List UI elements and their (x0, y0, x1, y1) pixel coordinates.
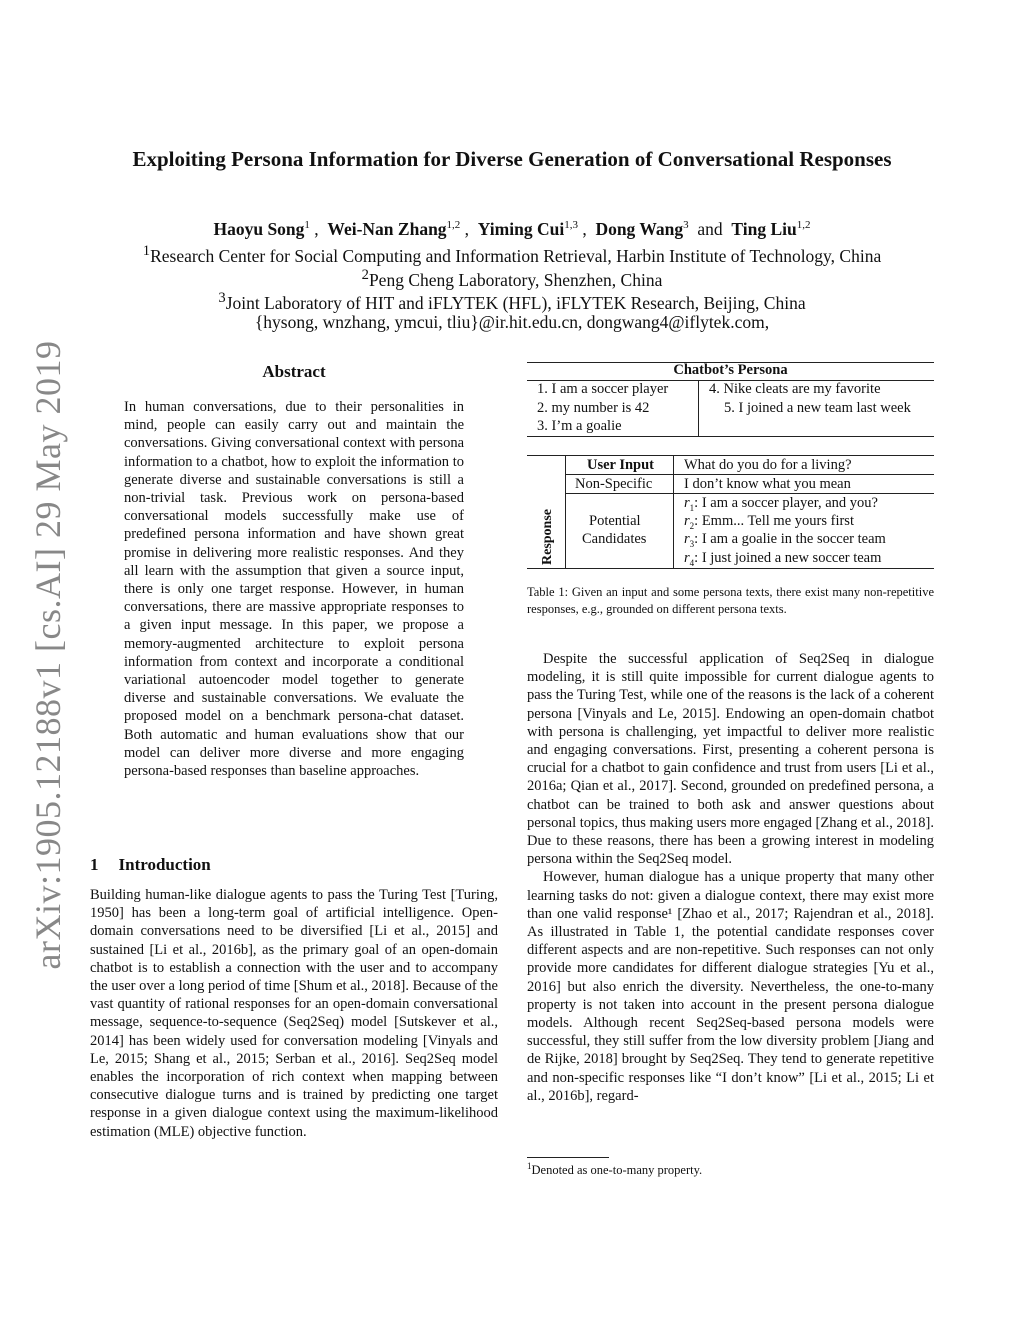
table-rule (527, 568, 934, 569)
author-sup: 1 (304, 219, 310, 231)
author-sup: 1,2 (446, 219, 461, 231)
affiliation-text: Research Center for Social Computing and Information Retrieval, Harbin Institute of Technology, China (150, 245, 882, 266)
candidates-label: Candidates (582, 531, 647, 547)
user-input-text: What do you do for a living? (684, 457, 852, 473)
abstract-body: In human conversations, due to their personalities in mind, people can easily carry out and maintain the conversations. Giving conversational context with persona information to a chatbot, how to exploit the information to generate diverse and sustainable conversations is still a non-trivial task. Previous work on persona-based conversational models successfully make use of predefined persona information and have shown great promise in delivering more realistic responses. And they all learn with the assumption that given a source input, there is only one target response. However, in human conversations, there are massive appropriate responses to a given input message. In this paper, we propose a memory-augmented architecture to exploit persona information from context and incorporate a conditional variational autoencoder model together to generate diverse and sustainable conversations. We evaluate the proposed model on a benchmark persona-chat dataset. Both automatic and human evaluations show that our model can deliver more diverse and more engaging persona-based responses than baseline approaches. (124, 399, 464, 780)
table-divider (673, 455, 674, 568)
right-column (527, 650, 934, 1105)
paper-title: Exploiting Persona Information for Diverse Generation of Conversational Responses (132, 147, 892, 171)
section-title: Introduction (118, 855, 211, 874)
persona-item: 3. I’m a goalie (537, 418, 622, 434)
section-heading (90, 855, 211, 875)
author-sup: 1,2 (796, 219, 811, 231)
author-line: Haoyu Song$^1$ , Wei-Nan Zhang$^{1,2}$ , Yiming Cui$^{1,3}$ , Dong Wang$^3$ and Ting Liu$^{1,2}$ (213, 218, 811, 239)
candidate-row: $r_4$: I just joined a new soccer team (684, 550, 882, 568)
candidate-text: I just joined a new soccer team (701, 550, 882, 566)
candidate-row: $r_1$: I am a soccer player, and you? (684, 495, 878, 513)
author-and: and (697, 218, 723, 239)
author-sup: 1,3 (564, 219, 578, 231)
persona-item: 4. Nike cleats are my favorite (709, 381, 881, 397)
affiliation-text: Joint Laboratory of HIT and iFLYTEK (HFL), iFLYTEK Research, Beijing, China (225, 292, 806, 313)
author-sup: 3 (683, 219, 689, 231)
footnote-sup: 1 (527, 1161, 532, 1171)
table-rule (527, 436, 934, 437)
table-divider (565, 455, 566, 568)
affiliation-sup: 1 (142, 243, 151, 259)
footnote (527, 1161, 702, 1178)
email-line: {hysong, wnzhang, ymcui, tliu}@ir.hit.edu.cn, dongwang4@iflytek.com, (254, 312, 770, 332)
footnote-rule (527, 1157, 609, 1158)
nonspecific-text: I don’t know what you mean (684, 476, 851, 492)
user-input-label: User Input (587, 457, 655, 473)
intro-paragraph (90, 886, 498, 1141)
paragraph: However, human dialogue has a unique property that many other learning tasks do not: given a dialogue context, there may exist more than one valid response¹ [Zhao et al., 2017; Rajendran et al., 2018]. As illustrated in Table 1, the potential candidate responses cover different aspects and are non-repetitive. Such responses can not only provide more candidates for different dialogue strategies [Yu et al., 2016] but also enrich the diversity. Nevertheless, the one-to-many property is not taken into account in the present persona dialogue models. Although recent Seq2Seq-based persona models were successful, they still suffer from the low diversity problem [Jiang and de Rijke, 2018] brought by Seq2Seq. They tend to generate repetitive and non-specific responses like “I don’t know” [Li et al., 2015; Li et al., 2016b], regard- (527, 869, 934, 1104)
candidate-text: I am a soccer player, and you? (701, 495, 878, 511)
nonspecific-label: Non-Specific (575, 476, 653, 492)
paragraph: Despite the successful application of Seq2Seq in dialogue modeling, it is still quite impossible for current dialogue agents to pass the Turing Test, while one of the reasons is the lack of a coherent persona [Vinyals and Le, 2015]. Endowing an open-domain chatbot with persona is challenging, yet impactful to deliver more realistic and engaging conversations. First, presenting a coherent persona is crucial for a chatbot to gain confidence and trust from users [Li et al., 2016a; Qian et al., 2017]. Second, grounded on predefined persona, a chatbot can be trained to both ask and answer questions about personal topics, thus making users more engaged [Zhang et al., 2018]. Due to these reasons, there has been a growing interest in modeling persona within the Seq2Seq model. (527, 651, 934, 868)
candidate-row: $r_2$: Emm... Tell me yours first (684, 513, 854, 531)
arxiv-stamp-text: arXiv:1905.12188v1 [cs.AI] 29 May 2019 (28, 340, 68, 970)
candidates-label: Potential (589, 513, 641, 529)
table-divider (698, 380, 699, 437)
arxiv-stamp (18, 340, 78, 970)
candidate-text: I am a goalie in the soccer team (701, 531, 886, 547)
intro-text: Building human-like dialogue agents to pass the Turing Test [Turing, 1950] has been a long-term goal of artificial intelligence. Open-domain conversations need to be diversified [Li et al., 2015] and sustained [Li et al., 2016b], as the primary goal of an open-domain chatbot is to establish a connection with the user and to accompany the user over a long period of time [Shum et al., 2018]. Because of the vast quantity of rational responses for an open-domain conversational message, sequence-to-sequence (Seq2Seq) model [Sutskever et al., 2014] has been widely used for conversation modeling [Vinyals and Le, 2015; Shang et al., 2015; Serban et al., 2016]. Seq2Seq model enables the incorporation of rich context when mapping between consecutive dialogue turns and is trained by predicting one target response in a given dialogue context using the maximum-likelihood estimation (MLE) objective function. (90, 887, 498, 1140)
persona-item: 5. I joined a new team last week (724, 400, 911, 416)
footnote-text: Denoted as one-to-many property. (531, 1163, 703, 1178)
author-name: Yiming Cui (477, 218, 565, 239)
author-name: Dong Wang (595, 218, 684, 239)
table-caption: Table 1: Given an input and some persona texts, there exist many non-repetitive responses, e.g., grounded on different persona texts. (527, 585, 934, 616)
author-name: Wei-Nan Zhang (327, 218, 447, 239)
response-label: Response (540, 508, 555, 565)
persona-table (527, 360, 934, 575)
affiliation-text: Peng Cheng Laboratory, Shenzhen, China (368, 269, 663, 290)
affiliation-sup: 2 (361, 267, 369, 283)
candidate-row: $r_3$: I am a goalie in the soccer team (684, 531, 886, 549)
affiliation-sup: 3 (218, 290, 226, 306)
persona-item: 2. my number is 42 (537, 400, 650, 416)
section-number: 1 (90, 855, 99, 874)
candidate-text: Emm... Tell me yours first (701, 513, 854, 529)
author-name: Haoyu Song (213, 218, 305, 239)
author-name: Ting Liu (731, 218, 797, 239)
abstract-heading: Abstract (262, 362, 326, 381)
persona-header: Chatbot’s Persona (673, 362, 788, 378)
persona-item: 1. I am a soccer player (537, 381, 669, 397)
